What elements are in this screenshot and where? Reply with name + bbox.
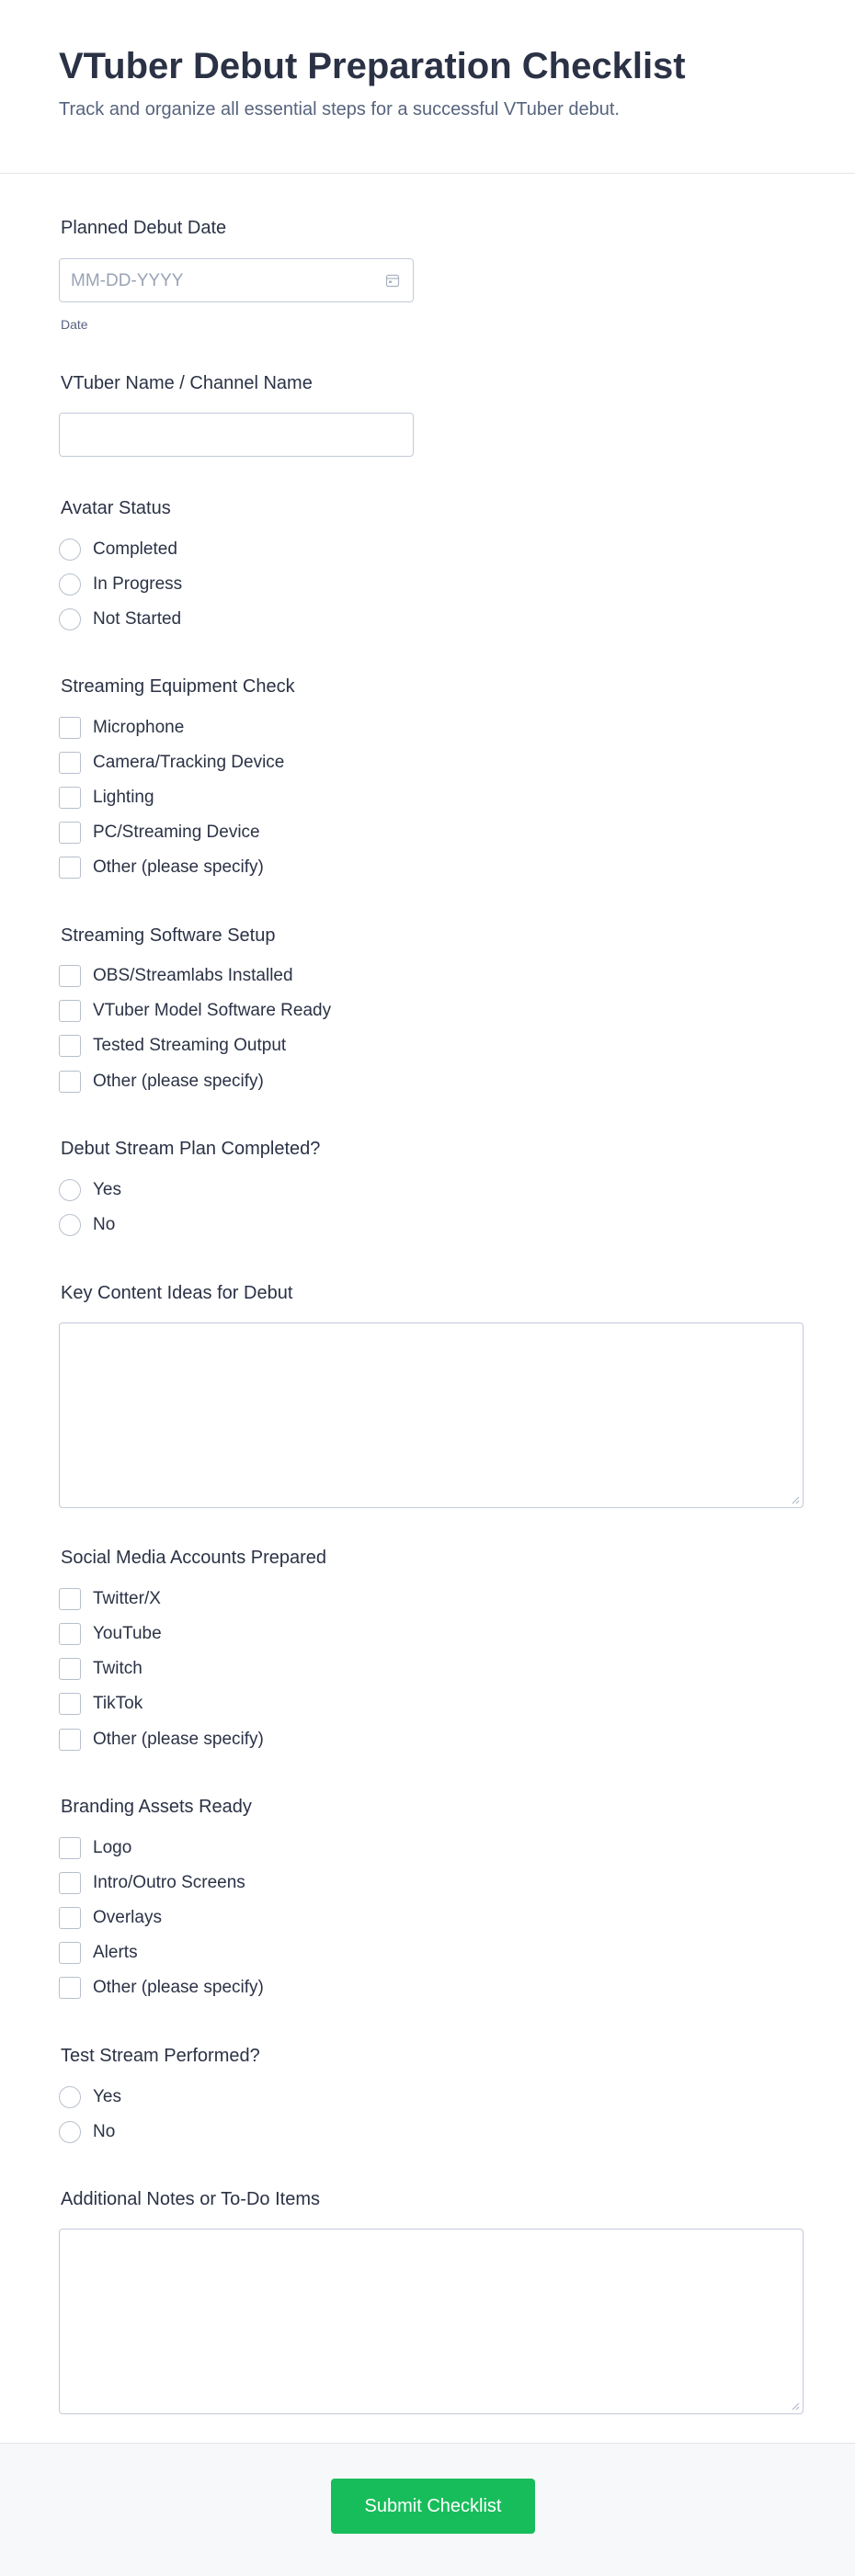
content-ideas-label: Key Content Ideas for Debut: [61, 1283, 293, 1303]
option-label: Yes: [93, 1180, 121, 1199]
option-label: Alerts: [93, 1943, 138, 1962]
checkbox[interactable]: [59, 1837, 81, 1859]
radio-button[interactable]: [59, 539, 81, 561]
option-label: Completed: [93, 539, 177, 559]
checkbox[interactable]: [59, 1035, 81, 1057]
option-label: Other (please specify): [93, 1978, 264, 1997]
checkbox[interactable]: [59, 1729, 81, 1751]
option-label: Microphone: [93, 718, 185, 737]
debut-date-input[interactable]: [59, 258, 414, 302]
submit-button[interactable]: Submit Checklist: [331, 2479, 535, 2534]
checkbox[interactable]: [59, 717, 81, 739]
checkbox[interactable]: [59, 1907, 81, 1929]
checkbox[interactable]: [59, 1977, 81, 1999]
option-label: Not Started: [93, 609, 182, 629]
form-footer: [0, 2443, 855, 2576]
radio-button[interactable]: [59, 608, 81, 630]
checkbox[interactable]: [59, 857, 81, 879]
radio-button[interactable]: [59, 2086, 81, 2108]
option-label: No: [93, 1215, 116, 1234]
option-label: Lighting: [93, 788, 154, 807]
checkbox[interactable]: [59, 822, 81, 844]
checkbox[interactable]: [59, 1693, 81, 1715]
checkbox[interactable]: [59, 1942, 81, 1964]
radio-button[interactable]: [59, 2121, 81, 2143]
option-label: Yes: [93, 2087, 121, 2106]
option-label: No: [93, 2122, 116, 2141]
radio-button[interactable]: [59, 1214, 81, 1236]
checkbox[interactable]: [59, 965, 81, 987]
option-label: In Progress: [93, 574, 183, 594]
checkbox[interactable]: [59, 1000, 81, 1022]
branding-label: Branding Assets Ready: [61, 1797, 252, 1817]
option-label: Overlays: [93, 1908, 162, 1927]
checkbox[interactable]: [59, 1623, 81, 1645]
option-label: VTuber Model Software Ready: [93, 1001, 332, 1020]
option-label: Tested Streaming Output: [93, 1036, 287, 1055]
debut-date-label: Planned Debut Date: [61, 218, 227, 238]
option-label: Twitter/X: [93, 1589, 161, 1608]
vtuber-name-label: VTuber Name / Channel Name: [61, 373, 313, 393]
option-label: Twitch: [93, 1659, 142, 1678]
resize-handle-icon[interactable]: [791, 1495, 800, 1504]
option-label: Other (please specify): [93, 1072, 264, 1091]
option-label: Other (please specify): [93, 1730, 264, 1749]
form-header: [0, 0, 855, 174]
checkbox[interactable]: [59, 752, 81, 774]
content-ideas-textarea[interactable]: [59, 1322, 804, 1508]
option-label: PC/Streaming Device: [93, 823, 260, 842]
option-label: Camera/Tracking Device: [93, 753, 285, 772]
form-subtitle: Track and organize all essential steps for a successful VTuber debut.: [59, 99, 620, 119]
debut-date-sublabel: Date: [61, 317, 88, 332]
checkbox[interactable]: [59, 787, 81, 809]
checkbox[interactable]: [59, 1872, 81, 1894]
vtuber-name-input[interactable]: [59, 413, 414, 457]
option-label: Intro/Outro Screens: [93, 1873, 245, 1892]
option-label: Logo: [93, 1838, 132, 1857]
option-label: TikTok: [93, 1694, 143, 1713]
calendar-icon[interactable]: [385, 273, 400, 288]
notes-label: Additional Notes or To-Do Items: [61, 2189, 320, 2209]
test-stream-label: Test Stream Performed?: [61, 2046, 260, 2066]
option-label: YouTube: [93, 1624, 162, 1643]
debut-date-placeholder: MM-DD-YYYY: [71, 271, 184, 290]
avatar-status-label: Avatar Status: [61, 498, 171, 518]
stream-plan-label: Debut Stream Plan Completed?: [61, 1139, 321, 1159]
option-label: OBS/Streamlabs Installed: [93, 966, 293, 985]
radio-button[interactable]: [59, 573, 81, 596]
checkbox[interactable]: [59, 1071, 81, 1093]
notes-textarea[interactable]: [59, 2229, 804, 2414]
form-title: VTuber Debut Preparation Checklist: [59, 46, 686, 86]
checkbox[interactable]: [59, 1588, 81, 1610]
option-label: Other (please specify): [93, 857, 264, 877]
checkbox[interactable]: [59, 1658, 81, 1680]
resize-handle-icon[interactable]: [791, 2401, 800, 2411]
radio-button[interactable]: [59, 1179, 81, 1201]
equipment-label: Streaming Equipment Check: [61, 676, 295, 697]
software-label: Streaming Software Setup: [61, 925, 276, 946]
social-media-label: Social Media Accounts Prepared: [61, 1548, 327, 1568]
